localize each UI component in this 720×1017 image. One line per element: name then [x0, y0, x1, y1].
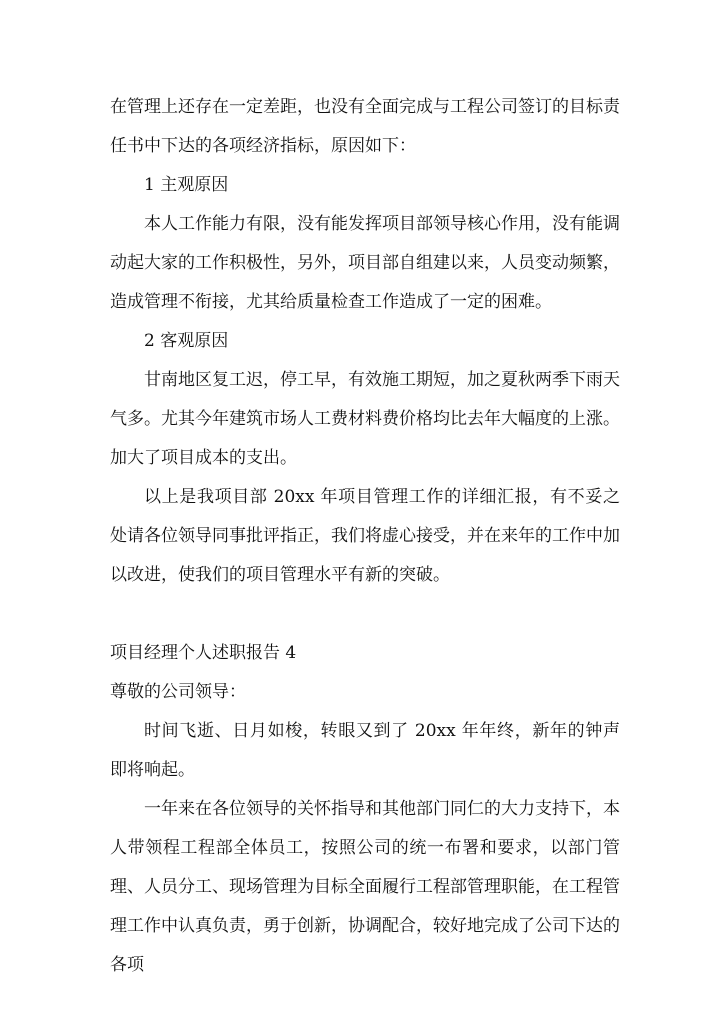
paragraph-summary: 一年来在各位领导的关怀指导和其他部门同仁的大力支持下，本人带领程工程部全体员工，按照公司的统一布署和要求，以部门管理、人员分工、现场管理为目标全面履行工程部管理职能，在工程管理工作中认真负责，勇于创新，协调配合，较好地完成了公司下达的各项 [110, 799, 620, 975]
paragraph-conclusion: 以上是我项目部 20xx 年项目管理工作的详细汇报，有不妥之处请各位领导同事批评指正，我们将虚心接受，并在来年的工作中加以改进，使我们的项目管理水平有新的突破。 [110, 487, 620, 585]
paragraph-opening: 时间飞逝、日月如梭，转眼又到了 20xx 年年终，新年的钟声即将响起。 [110, 721, 620, 780]
greeting: 尊敬的公司领导： [110, 682, 246, 702]
paragraph-subjective-reasons: 本人工作能力有限，没有能发挥项目部领导核心作用，没有能调动起大家的工作积极性，另外，项目部自组建以来，人员变动频繁，造成管理不衔接，尤其给质量检查工作造成了一定的困难。 [110, 214, 620, 312]
subheading-subjective-reasons: 1 主观原因 [144, 175, 229, 195]
report-title: 项目经理个人述职报告 4 [110, 643, 297, 663]
document-body [110, 88, 620, 985]
section-gap [110, 595, 620, 634]
paragraph-objective-reasons: 甘南地区复工迟，停工早，有效施工期短，加之夏秋两季下雨天气多。尤其今年建筑市场人工费材料费价格均比去年大幅度的上涨。加大了项目成本的支出。 [110, 370, 620, 468]
paragraph-continued: 在管理上还存在一定差距，也没有全面完成与工程公司签订的目标责任书中下达的各项经济指标，原因如下： [110, 97, 620, 156]
subheading-objective-reasons: 2 客观原因 [144, 331, 229, 351]
